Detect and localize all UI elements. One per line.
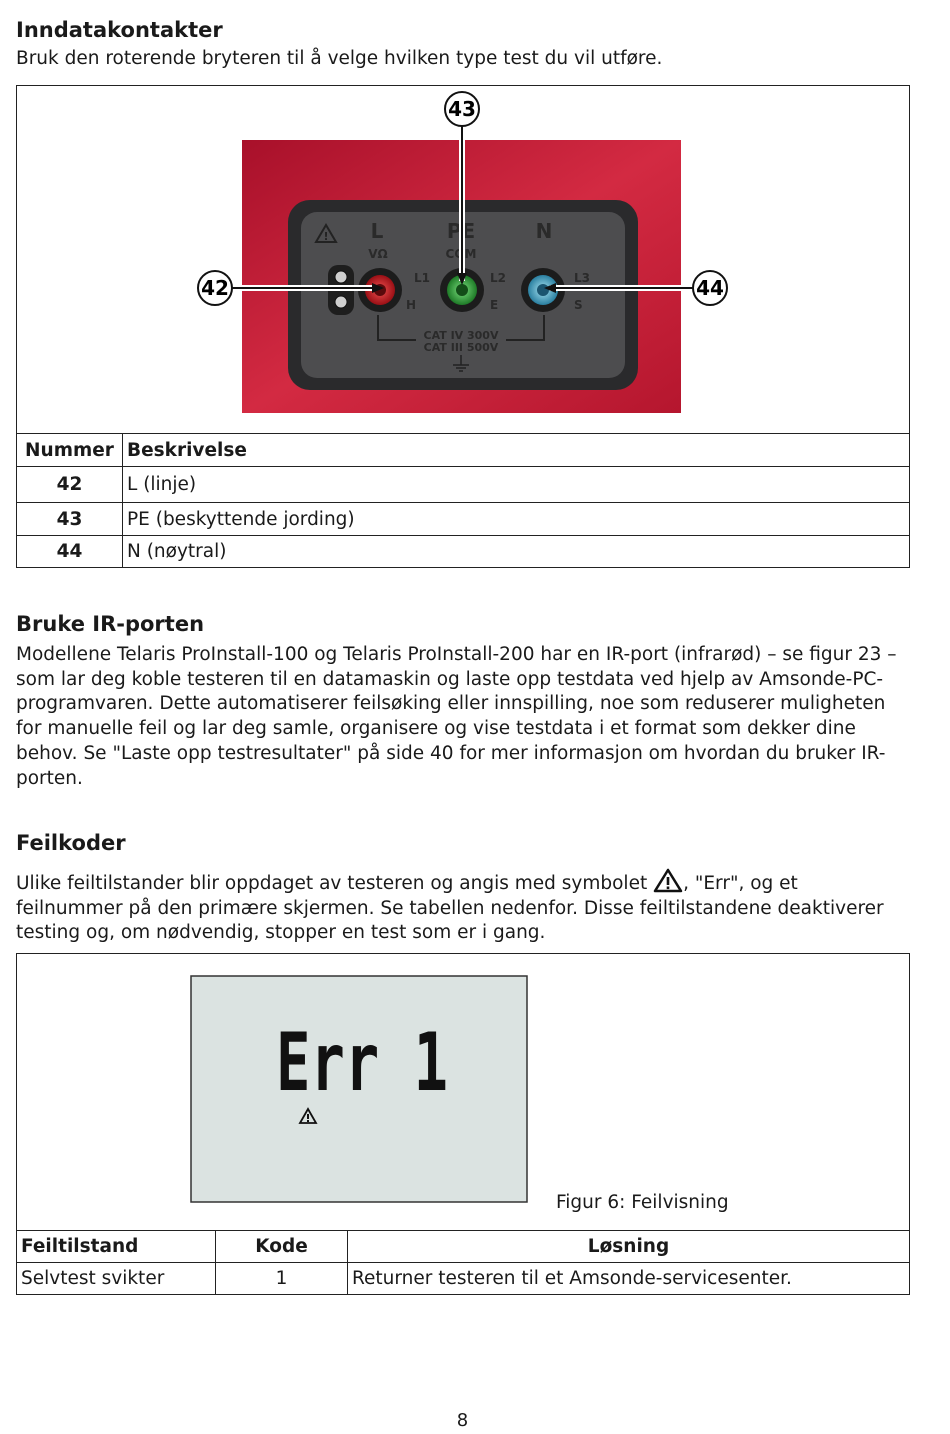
table-cell-condition: Selvtest svikter [17,1263,216,1295]
column-header: Nummer [17,434,123,467]
table-header-row [17,1231,910,1263]
panel-label-vohm: VΩ [368,247,388,261]
table-cell-description: L (linje) [123,467,910,503]
section-title-input-terminals: Inndatakontakter [16,18,223,42]
error-text-part-1: Ulike feiltilstander blir oppdaget av testeren og angis med symbolet [16,873,654,894]
table-row [17,503,910,536]
panel-label-l3: L3 [574,271,590,285]
panel-label-n: N [535,219,553,243]
table-row [17,536,910,568]
error-table [16,1230,910,1295]
panel-label-l2: L2 [490,271,506,285]
panel-label-pe: PE [446,219,476,243]
section-body-error-codes [16,868,896,946]
section-title-error-codes: Feilkoder [16,831,126,855]
page-number: 8 [456,1410,469,1431]
panel-label-s: S [574,298,583,312]
terminal-figure [16,85,910,433]
column-header: Løsning [348,1231,910,1263]
svg-text:!: ! [323,230,329,243]
panel-label-l: L [370,219,384,243]
column-header: Kode [216,1231,348,1263]
panel-label-e: E [490,298,499,312]
panel-label-com: COM [445,247,477,261]
section-title-ir-port: Bruke IR-porten [16,612,205,636]
table-cell-solution: Returner testeren til et Amsonde-servicesenter. [348,1263,910,1295]
figure-caption: Figur 6: Feilvisning [556,1192,729,1213]
table-cell-description: PE (beskyttende jording) [123,503,910,536]
panel-label-cat-iii: CAT III 500V [423,341,499,354]
table-row [17,1263,910,1295]
table-cell-code: 1 [216,1263,348,1295]
terminal-table [16,433,910,568]
table-row [17,467,910,503]
table-cell-description: N (nøytral) [123,536,910,568]
section-body-ir-port: Modellene Telaris ProInstall-100 og Telaris ProInstall-200 har en IR-port (infrarød) – se figur 23 – som lar deg koble testeren til en datamaskin og laste opp testdata ved hjelp av Amsonde-PC-programvaren. Dette automatiserer feilsøking eller innspilling, noe som reduserer muligheten for manuelle feil og lar deg samle, organisere og vise testdata i et format som dekker dine behov. Se "Laste opp testresultater" på side 40 for mer informasjon om hvordan du bruker IR-porten. [16,644,897,789]
lcd-display [190,975,529,1203]
callout-44: 44 [696,276,724,300]
panel-label-cat-iv: CAT IV 300V [423,329,499,342]
warning-icon [653,868,683,893]
table-cell-number: 44 [17,536,123,568]
lcd-error-text: Err 1 [276,1016,448,1109]
section-intro: Bruk den roterende bryteren til å velge hvilken type test du vil utføre. [16,48,663,69]
table-cell-number: 42 [17,467,123,503]
panel-label-l1: L1 [414,271,430,285]
panel-label-h: H [406,298,417,312]
callout-43: 43 [448,97,476,121]
error-text-part-2: , "Err", og et feilnummer på den primære skjermen. Se tabellen nedenfor. Disse feiltilstandene deaktiverer testing og, om nødvendig, stopper en test som er i gang. [16,873,884,944]
column-header: Feiltilstand [17,1231,216,1263]
table-header-row [17,434,910,467]
column-header: Beskrivelse [123,434,910,467]
callout-42: 42 [201,276,229,300]
table-cell-number: 43 [17,503,123,536]
